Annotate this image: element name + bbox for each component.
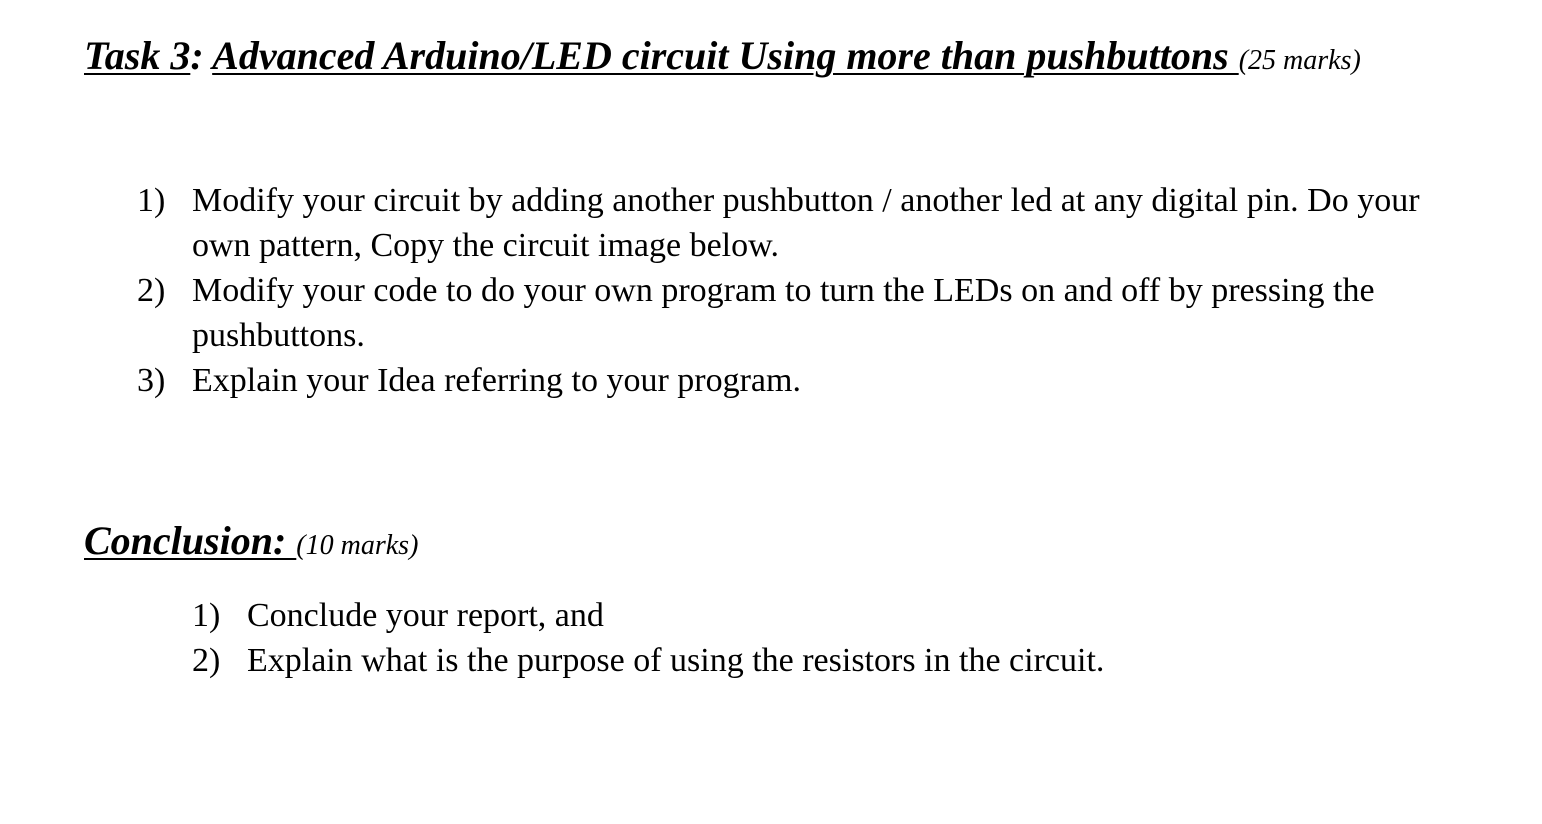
task-gap bbox=[204, 33, 213, 78]
task-title: Advanced Arduino/LED circuit Using more than pushbuttons bbox=[212, 33, 1239, 78]
item-text: Modify your code to do your own program to turn the LEDs on and off by pressing the pushbuttons. bbox=[192, 272, 1375, 354]
conclusion-instructions-list bbox=[192, 593, 1392, 683]
task-number: Task 3 bbox=[84, 33, 191, 78]
list-item bbox=[137, 178, 1467, 268]
task-heading bbox=[84, 33, 1361, 78]
list-item bbox=[192, 638, 1392, 683]
conclusion-marks: (10 marks) bbox=[296, 530, 419, 561]
item-text: Conclude your report, and bbox=[247, 597, 604, 634]
task-instructions-list bbox=[137, 178, 1467, 403]
item-text: Explain your Idea referring to your program. bbox=[192, 362, 801, 399]
task-colon: : bbox=[190, 33, 204, 78]
list-item bbox=[137, 268, 1467, 358]
item-number: 2) bbox=[137, 272, 166, 309]
list-item bbox=[192, 593, 1392, 638]
item-number: 3) bbox=[137, 362, 166, 399]
item-number: 1) bbox=[192, 597, 221, 634]
item-number: 1) bbox=[137, 182, 166, 219]
item-text: Explain what is the purpose of using the resistors in the circuit. bbox=[247, 642, 1105, 679]
conclusion-heading bbox=[84, 518, 419, 563]
item-text: Modify your circuit by adding another pushbutton / another led at any digital pin. Do your own pattern, Copy the circuit image below. bbox=[192, 182, 1420, 264]
item-number: 2) bbox=[192, 642, 221, 679]
task-marks: (25 marks) bbox=[1238, 45, 1361, 76]
conclusion-title: Conclusion: bbox=[84, 518, 297, 563]
list-item bbox=[137, 358, 1467, 403]
